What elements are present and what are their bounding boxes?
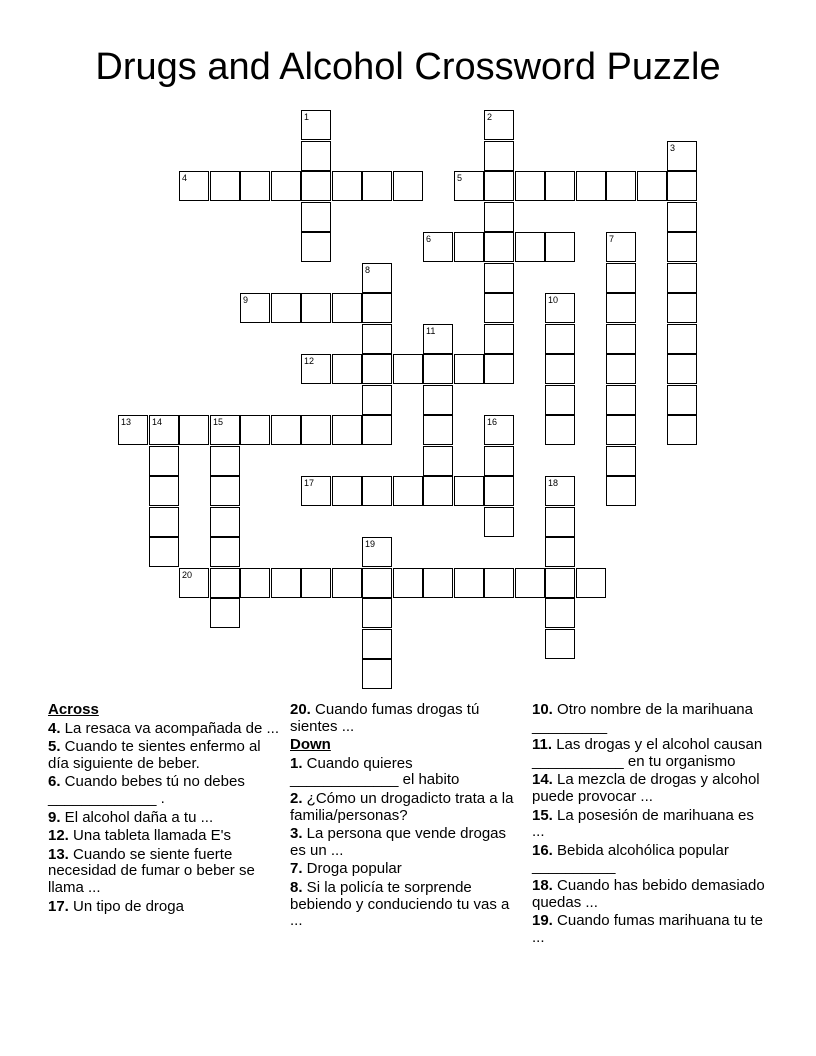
clue-number: 3. <box>290 825 303 843</box>
grid-cell[interactable] <box>423 568 453 598</box>
cell-number: 15 <box>213 417 224 427</box>
grid-cell[interactable] <box>515 568 545 598</box>
grid-cell[interactable] <box>332 171 362 201</box>
clue-number: 19. <box>532 912 553 930</box>
grid-cell[interactable] <box>423 476 453 506</box>
cell-number: 11 <box>426 326 436 336</box>
clue-item <box>532 702 767 735</box>
grid-cell[interactable] <box>667 141 697 171</box>
grid-cell[interactable] <box>210 568 240 598</box>
grid-cell[interactable] <box>484 263 514 293</box>
grid-cell[interactable] <box>484 507 514 537</box>
clue-item <box>48 828 283 845</box>
cell-number: 7 <box>609 234 615 244</box>
grid-cell[interactable] <box>606 171 636 201</box>
clue-number: 18. <box>532 876 553 894</box>
grid-cell[interactable] <box>362 354 392 384</box>
grid-cell[interactable] <box>484 476 514 506</box>
grid-cell[interactable] <box>606 415 636 445</box>
clues-column-2 <box>290 702 525 932</box>
grid-cell[interactable] <box>667 171 697 201</box>
clue-text: Bebida alcohólica popular __________ <box>532 841 729 876</box>
clue-number: 4. <box>48 719 61 737</box>
grid-cell[interactable] <box>545 293 575 323</box>
grid-cell[interactable] <box>118 415 148 445</box>
grid-cell[interactable] <box>606 324 636 354</box>
clue-text: El alcohol daña a tu ... <box>60 808 214 826</box>
clue-text: La persona que vende drogas es un ... <box>290 825 507 859</box>
grid-cell[interactable] <box>423 354 453 384</box>
clue-number: 7. <box>290 860 303 878</box>
cell-number: 17 <box>304 478 315 488</box>
clue-item <box>48 739 283 772</box>
across-heading: Across <box>48 701 99 718</box>
grid-cell[interactable] <box>362 385 392 415</box>
clue-text: Un tipo de droga <box>68 897 184 915</box>
grid-cell[interactable] <box>149 415 179 445</box>
clue-item <box>290 880 525 930</box>
clue-number: 16. <box>532 841 553 859</box>
cell-number: 20 <box>182 570 193 580</box>
grid-cell[interactable] <box>301 171 331 201</box>
grid-cell[interactable] <box>179 415 209 445</box>
grid-cell[interactable] <box>606 446 636 476</box>
clue-text: Cuando fumas drogas tú sientes ... <box>290 701 480 735</box>
grid-cell[interactable] <box>210 171 240 201</box>
grid-cell[interactable] <box>301 568 331 598</box>
grid-cell[interactable] <box>362 629 392 659</box>
clue-item <box>48 721 283 738</box>
clue-text: Cuando fumas marihuana tu te ... <box>532 912 763 946</box>
grid-cell[interactable] <box>362 598 392 628</box>
clue-item <box>48 774 283 807</box>
grid-cell[interactable] <box>423 446 453 476</box>
clue-number: 17. <box>48 897 69 915</box>
grid-cell[interactable] <box>545 171 575 201</box>
grid-cell[interactable] <box>301 232 331 262</box>
clue-text: La posesión de marihuana es ... <box>532 806 754 841</box>
grid-cell[interactable] <box>210 476 240 506</box>
grid-cell[interactable] <box>301 141 331 171</box>
grid-cell[interactable] <box>362 476 392 506</box>
grid-cell[interactable] <box>301 354 331 384</box>
grid-cell[interactable] <box>667 232 697 262</box>
grid-cell[interactable] <box>545 629 575 659</box>
cell-number: 3 <box>670 143 676 153</box>
clues-column-1 <box>48 702 283 917</box>
grid-cell[interactable] <box>301 293 331 323</box>
grid-cell[interactable] <box>576 171 606 201</box>
grid-cell[interactable] <box>393 568 423 598</box>
grid-cell[interactable] <box>637 171 667 201</box>
clue-item <box>290 861 525 878</box>
grid-cell[interactable] <box>149 507 179 537</box>
grid-cell[interactable] <box>393 171 423 201</box>
grid-cell[interactable] <box>545 537 575 567</box>
clue-item <box>48 899 283 916</box>
grid-cell[interactable] <box>271 293 301 323</box>
clue-number: 11. <box>532 736 553 754</box>
grid-cell[interactable] <box>332 354 362 384</box>
grid-cell[interactable] <box>484 232 514 262</box>
clue-text: Cuando has bebido demasiado quedas ... <box>532 876 765 911</box>
grid-cell[interactable] <box>423 232 453 262</box>
grid-cell[interactable] <box>606 232 636 262</box>
clue-item <box>290 702 525 735</box>
grid-cell[interactable] <box>210 598 240 628</box>
grid-cell[interactable] <box>667 415 697 445</box>
grid-cell[interactable] <box>301 110 331 140</box>
clue-item <box>290 791 525 824</box>
clue-number: 5. <box>48 738 61 756</box>
clue-text: Una tableta llamada E's <box>68 827 231 845</box>
clue-item <box>290 756 525 789</box>
clue-item <box>532 808 767 841</box>
clue-number: 10. <box>532 701 553 718</box>
clues-column-3 <box>532 702 767 948</box>
grid-cell[interactable] <box>240 568 270 598</box>
grid-cell[interactable] <box>484 446 514 476</box>
grid-cell[interactable] <box>332 476 362 506</box>
clue-item <box>48 810 283 827</box>
grid-cell[interactable] <box>454 354 484 384</box>
grid-cell[interactable] <box>149 446 179 476</box>
clue-text: Las drogas y el alcohol causan ___________ en tu organismo <box>532 736 763 770</box>
clue-text: Droga popular <box>302 860 402 878</box>
clue-number: 2. <box>290 789 303 807</box>
clue-item <box>532 878 767 911</box>
grid-cell[interactable] <box>210 507 240 537</box>
clue-text: Cuando bebes tú no debes _____________ . <box>48 773 245 807</box>
cell-number: 4 <box>182 173 188 183</box>
grid-cell[interactable] <box>271 568 301 598</box>
clue-text: ¿Cómo un drogadicto trata a la familia/personas? <box>290 789 514 824</box>
cell-number: 18 <box>548 478 559 488</box>
grid-cell[interactable] <box>362 293 392 323</box>
cell-number: 10 <box>548 295 559 305</box>
grid-cell[interactable] <box>484 324 514 354</box>
grid-cell[interactable] <box>210 415 240 445</box>
grid-cell[interactable] <box>393 476 423 506</box>
cell-number: 2 <box>487 112 493 122</box>
page-title: Drugs and Alcohol Crossword Puzzle <box>95 46 721 88</box>
grid-cell[interactable] <box>240 415 270 445</box>
clue-number: 15. <box>532 806 553 824</box>
grid-cell[interactable] <box>606 354 636 384</box>
grid-cell[interactable] <box>484 568 514 598</box>
cell-number: 19 <box>365 539 376 549</box>
grid-cell[interactable] <box>545 232 575 262</box>
grid-cell[interactable] <box>515 171 545 201</box>
grid-cell[interactable] <box>301 202 331 232</box>
grid-cell[interactable] <box>454 476 484 506</box>
grid-cell[interactable] <box>667 263 697 293</box>
clue-number: 12. <box>48 827 69 845</box>
grid-cell[interactable] <box>515 232 545 262</box>
clue-item <box>532 737 767 770</box>
grid-cell[interactable] <box>545 354 575 384</box>
clue-item <box>532 843 767 876</box>
grid-cell[interactable] <box>606 293 636 323</box>
grid-cell[interactable] <box>667 324 697 354</box>
grid-cell[interactable] <box>362 537 392 567</box>
grid-cell[interactable] <box>362 568 392 598</box>
grid-cell[interactable] <box>606 476 636 506</box>
grid-cell[interactable] <box>271 415 301 445</box>
cell-number: 9 <box>243 295 249 305</box>
grid-cell[interactable] <box>149 476 179 506</box>
down-heading: Down <box>290 736 331 754</box>
grid-cell[interactable] <box>179 568 209 598</box>
grid-cell[interactable] <box>484 141 514 171</box>
clue-item <box>290 826 525 859</box>
clue-number: 8. <box>290 878 303 896</box>
cell-number: 13 <box>121 417 132 427</box>
cell-number: 16 <box>487 417 498 427</box>
grid-cell[interactable] <box>606 385 636 415</box>
grid-cell[interactable] <box>179 171 209 201</box>
clue-number: 13. <box>48 845 69 863</box>
cell-number: 12 <box>304 356 315 366</box>
cell-number: 8 <box>365 265 371 275</box>
grid-cell[interactable] <box>362 415 392 445</box>
grid-cell[interactable] <box>332 568 362 598</box>
grid-cell[interactable] <box>484 415 514 445</box>
grid-cell[interactable] <box>454 232 484 262</box>
grid-cell[interactable] <box>362 324 392 354</box>
clue-number: 20. <box>290 701 311 718</box>
grid-cell[interactable] <box>149 537 179 567</box>
clue-item <box>532 772 767 805</box>
cell-number: 6 <box>426 234 432 244</box>
grid-cell[interactable] <box>545 324 575 354</box>
grid-cell[interactable] <box>423 415 453 445</box>
clue-text: La resaca va acompañada de ... <box>60 719 279 737</box>
grid-cell[interactable] <box>667 385 697 415</box>
grid-cell[interactable] <box>484 171 514 201</box>
grid-cell[interactable] <box>423 324 453 354</box>
grid-cell[interactable] <box>484 293 514 323</box>
clue-number: 9. <box>48 808 61 826</box>
grid-cell[interactable] <box>362 659 392 689</box>
cell-number: 14 <box>152 417 163 427</box>
clue-text: La mezcla de drogas y alcohol puede provocar ... <box>532 771 760 805</box>
grid-cell[interactable] <box>454 568 484 598</box>
grid-cell[interactable] <box>362 171 392 201</box>
cell-number: 5 <box>457 173 463 183</box>
grid-cell[interactable] <box>423 385 453 415</box>
grid-cell[interactable] <box>301 476 331 506</box>
grid-cell[interactable] <box>271 171 301 201</box>
clue-text: Cuando se siente fuerte necesidad de fumar o beber se llama ... <box>48 845 255 896</box>
grid-cell[interactable] <box>301 415 331 445</box>
grid-cell[interactable] <box>210 446 240 476</box>
grid-cell[interactable] <box>210 537 240 567</box>
clue-number: 14. <box>532 771 553 789</box>
clue-item <box>48 847 283 897</box>
grid-cell[interactable] <box>484 202 514 232</box>
clue-text: Cuando quieres _____________ el habito <box>290 754 460 789</box>
grid-cell[interactable] <box>545 598 575 628</box>
clue-number: 1. <box>290 754 303 772</box>
grid-cell[interactable] <box>393 354 423 384</box>
grid-cell[interactable] <box>606 263 636 293</box>
clue-number: 6. <box>48 773 61 791</box>
grid-cell[interactable] <box>362 263 392 293</box>
grid-cell[interactable] <box>545 568 575 598</box>
grid-cell[interactable] <box>332 293 362 323</box>
grid-cell[interactable] <box>667 354 697 384</box>
clue-text: Otro nombre de la marihuana _________ <box>532 701 753 735</box>
grid-cell[interactable] <box>667 202 697 232</box>
grid-cell[interactable] <box>545 385 575 415</box>
grid-cell[interactable] <box>454 171 484 201</box>
cell-number: 1 <box>304 112 310 122</box>
grid-cell[interactable] <box>484 354 514 384</box>
grid-cell[interactable] <box>332 415 362 445</box>
grid-cell[interactable] <box>545 476 575 506</box>
clue-text: Si la policía te sorprende bebiendo y conduciendo tu vas a ... <box>290 878 510 930</box>
grid-cell[interactable] <box>545 415 575 445</box>
grid-cell[interactable] <box>240 171 270 201</box>
grid-cell[interactable] <box>667 293 697 323</box>
grid-cell[interactable] <box>576 568 606 598</box>
clue-text: Cuando te sientes enfermo al día siguiente de beber. <box>48 738 261 772</box>
grid-cell[interactable] <box>545 507 575 537</box>
clue-item <box>532 913 767 946</box>
grid-cell[interactable] <box>484 110 514 140</box>
grid-cell[interactable] <box>240 293 270 323</box>
